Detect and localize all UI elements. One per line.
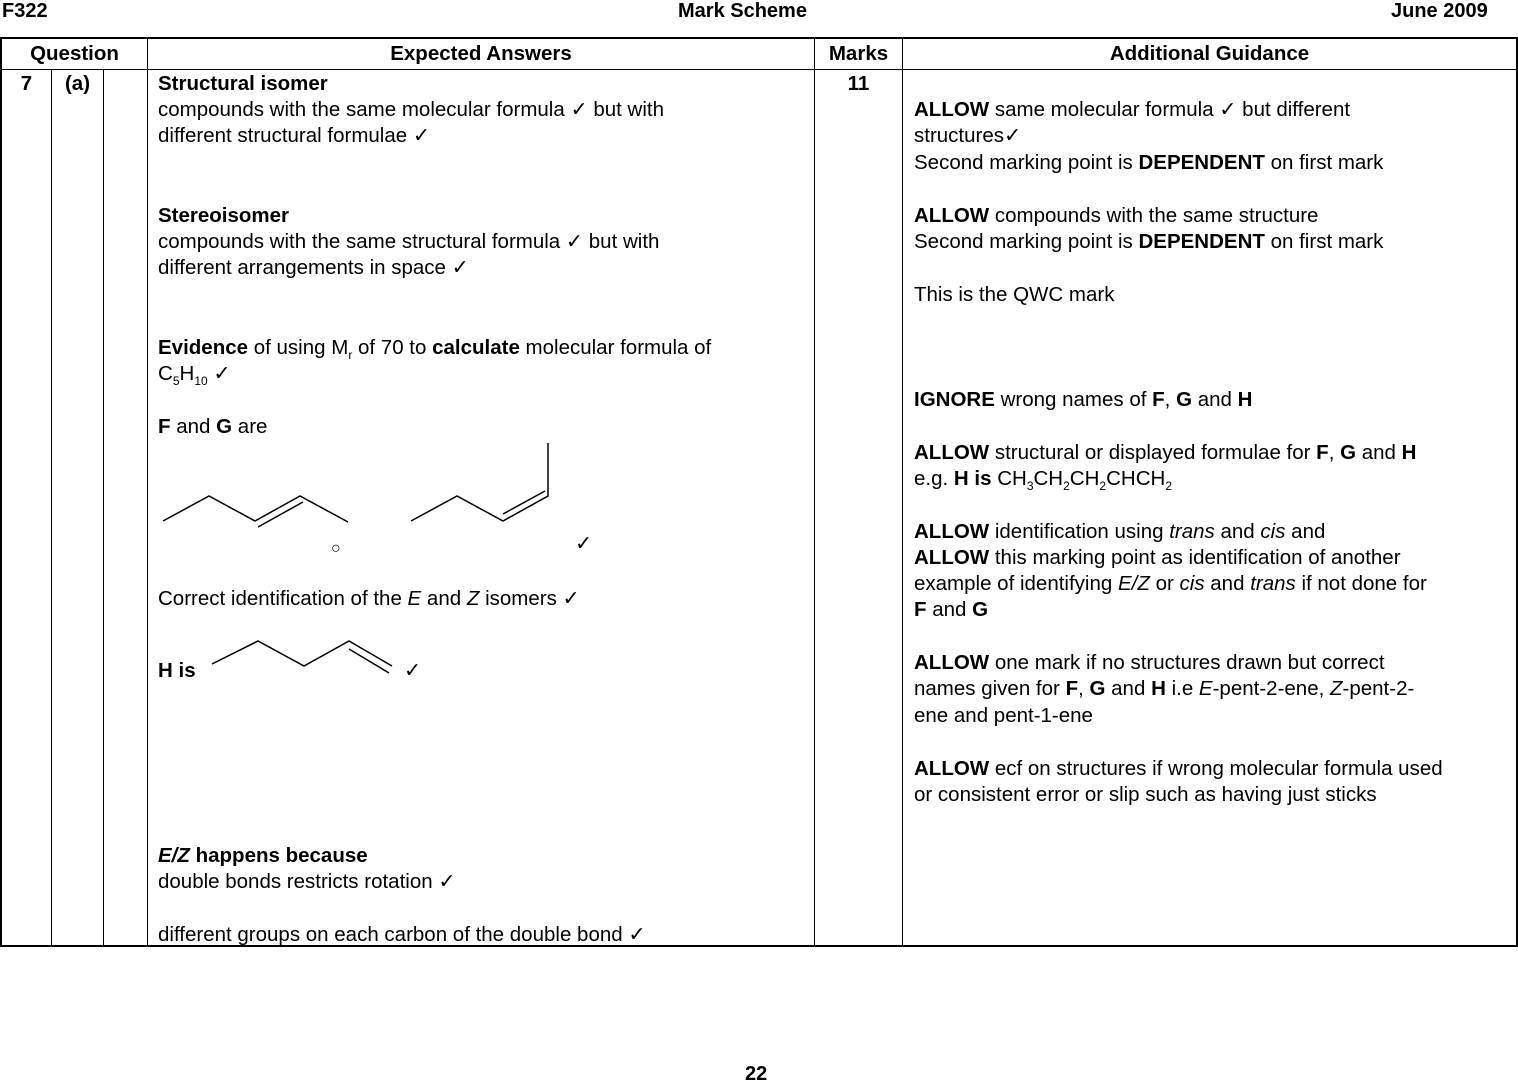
guidance-qwc: This is the QWC mark (914, 283, 1115, 306)
column-header-marks: Marks (828, 42, 889, 65)
guidance-7-line-2: example of identifying E/Z or cis and trans if not done for (914, 572, 1427, 595)
marks-value: 11 (847, 72, 870, 95)
f-and-g-label: F and G are (158, 415, 268, 438)
evidence-line: Evidence of using $M_r$ of 70 to calculate molecular formula of (158, 336, 712, 363)
guidance-8-line-1: ALLOW one mark if no structures drawn but correct (914, 651, 1385, 674)
guidance-2-line-1: ALLOW compounds with the same structure (914, 204, 1319, 227)
ez-heading: E/Z happens because (158, 844, 368, 867)
circle-mark: ○ (331, 540, 341, 557)
structural-line-2: different structural formulae ✓ (158, 124, 431, 147)
identification-line: Correct identification of the E and Z isomers ✓ (158, 587, 580, 610)
structure-h-pent-1-ene (208, 638, 398, 678)
h-is-label: H is (158, 659, 196, 682)
stereo-line-2: different arrangements in space ✓ (158, 256, 469, 279)
guidance-8-line-3: ene and pent-1-ene (914, 704, 1093, 727)
column-header-question: Question (30, 42, 119, 65)
structures-tick: ✓ (575, 532, 593, 555)
header-title: Mark Scheme (678, 0, 807, 22)
column-header-expected: Expected Answers (390, 42, 572, 65)
structure-g-z-pent-2-ene (405, 440, 555, 525)
structural-line-1: compounds with the same molecular formula ✓ but with (158, 98, 664, 121)
question-number: 7 (20, 72, 33, 95)
guidance-5-line-2: e.g. H is $CH_3CH_2CH_2CHCH_2$ (914, 467, 1172, 494)
structural-isomer-heading: Structural isomer (158, 72, 328, 95)
guidance-1-line-1: ALLOW same molecular formula ✓ but different (914, 98, 1351, 121)
stereo-line-1: compounds with the same structural formula ✓ but with (158, 230, 660, 253)
structure-f-e-pent-2-ene (155, 490, 355, 530)
guidance-8-line-2: names given for F, G and H i.e E-pent-2-ene, Z-pent-2- (914, 677, 1415, 700)
guidance-1-line-2: structures✓ (914, 124, 1022, 147)
header-date: June 2009 (1391, 0, 1488, 22)
guidance-2-line-2: Second marking point is DEPENDENT on first mark (914, 230, 1384, 253)
h-tick: ✓ (404, 659, 422, 682)
page-number: 22 (745, 1063, 768, 1085)
guidance-ignore-names: IGNORE wrong names of F, G and H (914, 388, 1253, 411)
question-part: (a) (64, 72, 91, 95)
stereoisomer-heading: Stereoisomer (158, 204, 290, 227)
molecular-formula: $C_5H_{10}$ ✓ (158, 362, 231, 389)
guidance-6: ALLOW identification using trans and cis and (914, 520, 1326, 543)
guidance-5-line-1: ALLOW structural or displayed formulae for F, G and H (914, 441, 1417, 464)
guidance-9-line-2: or consistent error or slip such as having just sticks (914, 783, 1377, 806)
guidance-7-line-1: ALLOW this marking point as identification of another (914, 546, 1401, 569)
guidance-1-line-3: Second marking point is DEPENDENT on first mark (914, 151, 1384, 174)
guidance-7-line-3: F and G (914, 598, 989, 621)
ez-line-1: double bonds restricts rotation ✓ (158, 870, 456, 893)
column-header-guidance: Additional Guidance (1109, 42, 1310, 65)
header-code: F322 (2, 0, 48, 22)
guidance-9-line-1: ALLOW ecf on structures if wrong molecular formula used (914, 757, 1443, 780)
ez-line-2: different groups on each carbon of the double bond ✓ (158, 923, 646, 946)
